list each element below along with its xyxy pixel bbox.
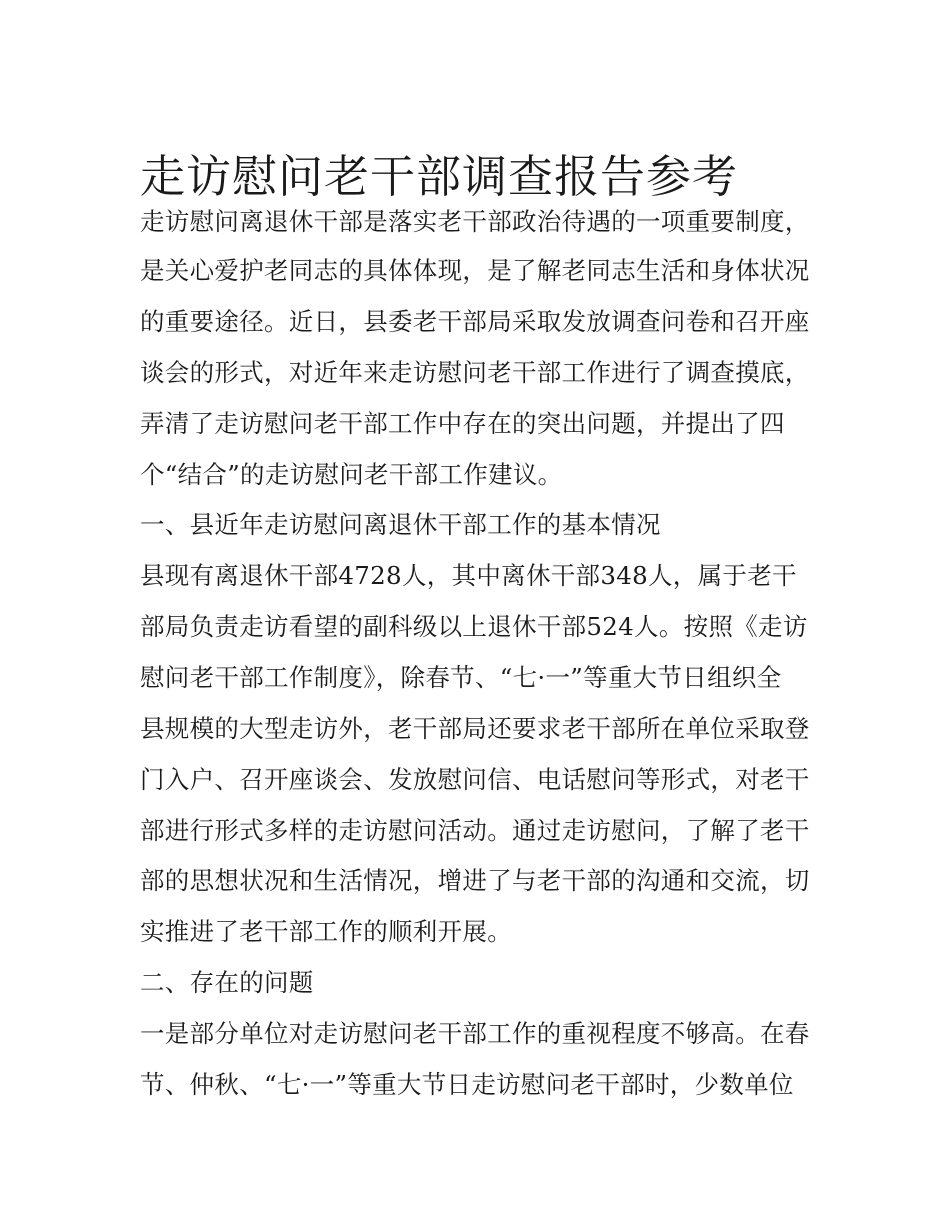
body-line: 的重要途径。近日，县委老干部局采取发放调查问卷和召开座	[140, 307, 810, 336]
body-line: 个“结合”的走访慰问老干部工作建议。	[140, 460, 563, 489]
section-heading: 一、县近年走访慰问离退休干部工作的基本情况	[140, 510, 661, 539]
document-title: 走访慰问老干部调查报告参考	[140, 150, 739, 204]
body-line: 县现有离退休干部4728人，其中离休干部348人，属于老干	[140, 561, 797, 590]
body-line: 门入户、召开座谈会、发放慰问信、电话慰问等形式，对老干	[140, 765, 810, 794]
body-line: 县规模的大型走访外，老干部局还要求老干部所在单位采取登	[140, 714, 810, 743]
body-line: 节、仲秋、“七·一”等重大节日走访慰问老干部时，少数单位	[140, 1070, 794, 1099]
body-line: 一是部分单位对走访慰问老干部工作的重视程度不够高。在春	[140, 1019, 810, 1048]
body-line: 实推进了老干部工作的顺利开展。	[140, 917, 512, 946]
body-line: 走访慰问离退休干部是落实老干部政治待遇的一项重要制度，	[140, 207, 810, 236]
body-line: 谈会的形式，对近年来走访慰问老干部工作进行了调查摸底，	[140, 358, 810, 387]
body-line: 部进行形式多样的走访慰问活动。通过走访慰问，了解了老干	[140, 816, 810, 845]
body-line: 是关心爱护老同志的具体体现，是了解老同志生活和身体状况	[140, 256, 810, 285]
body-line: 弄清了走访慰问老干部工作中存在的突出问题，并提出了四	[140, 409, 785, 438]
body-line: 慰问老干部工作制度》，除春节、“七·一”等重大节日组织全	[140, 663, 782, 692]
section-heading: 二、存在的问题	[140, 968, 314, 997]
body-line: 部局负责走访看望的副科级以上退休干部524人。按照《走访	[140, 612, 808, 641]
body-line: 部的思想状况和生活情况，增进了与老干部的沟通和交流，切	[140, 866, 810, 895]
